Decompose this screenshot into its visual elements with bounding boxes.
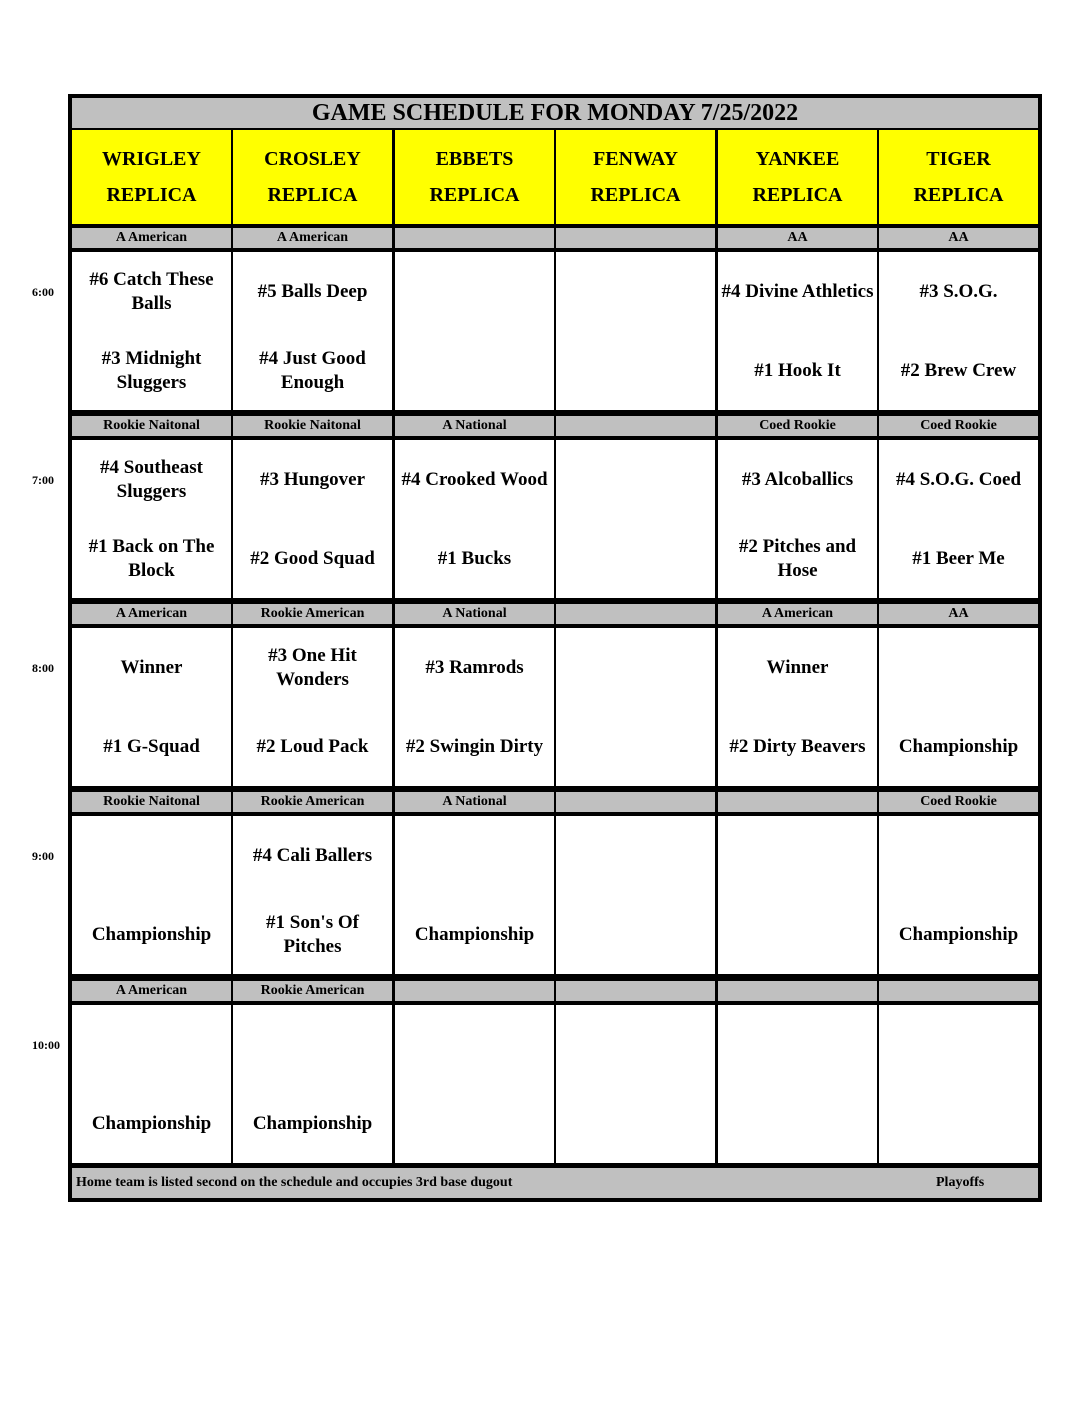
home-team	[556, 1084, 715, 1163]
division-label	[718, 792, 877, 812]
field-name: CROSLEY	[264, 148, 361, 170]
division-label	[556, 981, 715, 1001]
game-cell	[879, 252, 1038, 410]
away-team	[556, 440, 715, 519]
away-team	[879, 1005, 1038, 1084]
away-team: #5 Balls Deep	[257, 280, 368, 302]
game-cell	[395, 628, 554, 786]
away-team: #3 Hungover	[259, 468, 366, 490]
division-label: A National	[395, 416, 554, 436]
division-label	[556, 416, 715, 436]
game-cell	[556, 816, 715, 974]
home-team: #1 Son's Of Pitches	[266, 911, 359, 957]
away-team	[718, 816, 877, 895]
division-label: A American	[72, 604, 231, 624]
field-type: REPLICA	[752, 184, 843, 206]
game-cell	[72, 816, 231, 974]
home-team	[718, 1084, 877, 1163]
game-cell	[556, 252, 715, 410]
division-label	[395, 981, 554, 1001]
home-team	[395, 331, 554, 410]
division-label: Rookie American	[233, 981, 392, 1001]
division-label	[556, 792, 715, 812]
schedule-title: GAME SCHEDULE FOR MONDAY 7/25/2022	[72, 98, 1038, 128]
field-header-fenway	[556, 130, 715, 224]
game-cell	[718, 816, 877, 974]
away-team: #4 Crooked Wood	[401, 468, 548, 490]
game-cell	[72, 628, 231, 786]
home-team: #2 Loud Pack	[256, 735, 369, 757]
field-header-ebbets	[395, 130, 554, 224]
division-label	[556, 604, 715, 624]
away-team	[556, 252, 715, 331]
home-team: #2 Swingin Dirty	[405, 735, 544, 757]
division-label: Rookie Naitonal	[233, 416, 392, 436]
away-team: #4 Cali Ballers	[252, 844, 373, 866]
away-team: #3 S.O.G.	[919, 280, 998, 302]
division-label: AA	[879, 228, 1038, 248]
field-type: REPLICA	[590, 184, 681, 206]
away-team: #4 S.O.G. Coed	[895, 468, 1022, 490]
time-label: 8:00	[32, 661, 54, 675]
footer-note: Home team is listed second on the schedule and occupies 3rd base dugout	[76, 1175, 513, 1190]
home-team	[556, 895, 715, 974]
away-team: #3 Alcoballics	[741, 468, 854, 490]
division-label: Coed Rookie	[879, 792, 1038, 812]
field-type: REPLICA	[106, 184, 197, 206]
home-team: Championship	[91, 923, 212, 945]
game-cell	[718, 252, 877, 410]
home-team: #3 Midnight Sluggers	[101, 347, 202, 393]
field-header-crosley	[233, 130, 392, 224]
away-team	[556, 628, 715, 707]
division-label: A American	[718, 604, 877, 624]
game-cell	[233, 440, 392, 598]
time-label: 7:00	[32, 473, 54, 487]
away-team: Winner	[766, 656, 829, 678]
away-team	[879, 816, 1038, 895]
game-cell	[395, 816, 554, 974]
game-cell	[879, 1005, 1038, 1163]
away-team	[72, 816, 231, 895]
away-team	[233, 1005, 392, 1084]
division-label: Coed Rookie	[718, 416, 877, 436]
game-cell	[556, 628, 715, 786]
division-label	[556, 228, 715, 248]
division-label: Coed Rookie	[879, 416, 1038, 436]
home-team: #1 Back on The Block	[88, 535, 215, 581]
division-label: A American	[72, 981, 231, 1001]
away-team: #3 Ramrods	[425, 656, 524, 678]
game-cell	[72, 440, 231, 598]
game-cell	[233, 816, 392, 974]
home-team: #2 Good Squad	[250, 547, 375, 569]
division-label	[718, 981, 877, 1001]
field-name: TIGER	[926, 148, 991, 170]
field-type: REPLICA	[913, 184, 1004, 206]
away-team	[556, 816, 715, 895]
division-label: Rookie Naitonal	[72, 792, 231, 812]
home-team: #4 Just Good Enough	[259, 347, 366, 393]
division-label: A National	[395, 604, 554, 624]
home-team: #1 Bucks	[437, 547, 512, 569]
game-cell	[879, 628, 1038, 786]
away-team	[879, 628, 1038, 707]
game-cell	[879, 440, 1038, 598]
home-team	[556, 707, 715, 786]
home-team	[556, 519, 715, 598]
division-label: A American	[233, 228, 392, 248]
game-cell	[556, 1005, 715, 1163]
field-header-yankee	[718, 130, 877, 224]
game-cell	[395, 1005, 554, 1163]
game-cell	[233, 252, 392, 410]
away-team	[395, 252, 554, 331]
game-cell	[72, 252, 231, 410]
away-team	[556, 1005, 715, 1084]
home-team: Championship	[252, 1112, 373, 1134]
division-label: Rookie Naitonal	[72, 416, 231, 436]
home-team: #2 Dirty Beavers	[729, 735, 866, 757]
time-label: 6:00	[32, 285, 54, 299]
away-team	[395, 816, 554, 895]
away-team: Winner	[120, 656, 183, 678]
home-team: Championship	[898, 735, 1019, 757]
division-label: Rookie American	[233, 792, 392, 812]
home-team: #1 Beer Me	[912, 547, 1005, 569]
game-cell	[718, 1005, 877, 1163]
game-cell	[556, 440, 715, 598]
game-cell	[718, 440, 877, 598]
home-team: #2 Pitches and Hose	[738, 535, 857, 581]
home-team: #2 Brew Crew	[900, 359, 1017, 381]
division-label	[879, 981, 1038, 1001]
division-label: A National	[395, 792, 554, 812]
game-cell	[395, 252, 554, 410]
division-label: A American	[72, 228, 231, 248]
schedule-table	[68, 94, 1042, 1202]
game-cell	[233, 628, 392, 786]
game-cell	[395, 440, 554, 598]
field-type: REPLICA	[429, 184, 520, 206]
footer-playoffs-label: Playoffs	[936, 1175, 985, 1190]
away-team	[718, 1005, 877, 1084]
home-team: Championship	[91, 1112, 212, 1134]
field-header-tiger	[879, 130, 1038, 224]
home-team	[556, 331, 715, 410]
home-team: Championship	[414, 923, 535, 945]
home-team	[879, 1084, 1038, 1163]
division-label: Rookie American	[233, 604, 392, 624]
home-team	[718, 895, 877, 974]
away-team	[395, 1005, 554, 1084]
away-team: #6 Catch These Balls	[89, 268, 214, 314]
field-header-wrigley	[72, 130, 231, 224]
field-name: EBBETS	[435, 148, 514, 170]
time-label: 10:00	[32, 1038, 60, 1052]
away-team: #3 One Hit Wonders	[268, 644, 357, 690]
home-team: #1 Hook It	[754, 359, 841, 381]
home-team: Championship	[898, 923, 1019, 945]
field-type: REPLICA	[267, 184, 358, 206]
time-label: 9:00	[32, 849, 54, 863]
away-team	[72, 1005, 231, 1084]
field-name: FENWAY	[593, 148, 678, 170]
home-team: #1 G-Squad	[103, 735, 200, 757]
away-team: #4 Southeast Sluggers	[100, 456, 203, 502]
field-name: YANKEE	[755, 148, 840, 170]
field-name: WRIGLEY	[102, 148, 201, 170]
division-label	[395, 228, 554, 248]
division-label: AA	[879, 604, 1038, 624]
away-team: #4 Divine Athletics	[721, 280, 874, 302]
game-cell	[879, 816, 1038, 974]
game-cell	[718, 628, 877, 786]
game-cell	[233, 1005, 392, 1163]
home-team	[395, 1084, 554, 1163]
schedule-footer	[72, 1168, 1038, 1198]
game-cell	[72, 1005, 231, 1163]
division-label: AA	[718, 228, 877, 248]
